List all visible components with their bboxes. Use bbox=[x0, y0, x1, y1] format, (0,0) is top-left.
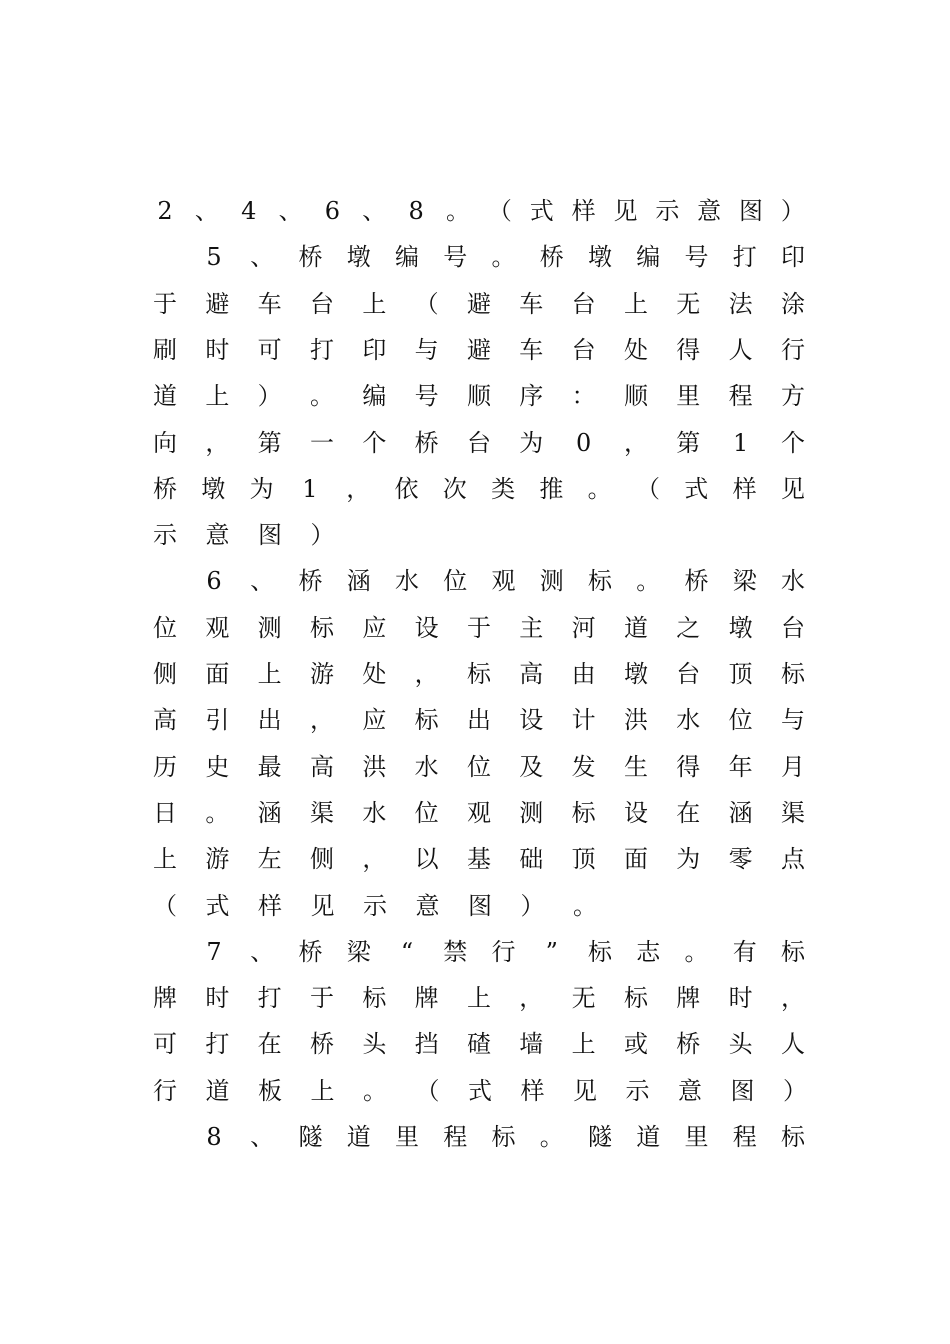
text-line bbox=[202, 558, 805, 604]
text-char: 1 bbox=[732, 428, 749, 457]
text-char: ， bbox=[623, 428, 648, 457]
text-char: 史 bbox=[205, 752, 230, 781]
text-char: 基 bbox=[466, 845, 491, 874]
text-char: 打 bbox=[732, 243, 757, 272]
text-char: 标 bbox=[414, 706, 439, 735]
text-char: 有 bbox=[732, 937, 757, 966]
text-line bbox=[153, 605, 805, 651]
text-char: 于 bbox=[309, 984, 334, 1013]
text-char: 。 bbox=[205, 798, 230, 827]
text-char: ） bbox=[780, 197, 805, 225]
text-char: 式 bbox=[205, 891, 230, 920]
text-char: 计 bbox=[571, 706, 596, 735]
text-char: 序 bbox=[519, 382, 544, 411]
text-char: 桥 bbox=[309, 1030, 334, 1059]
text-char: 桥 bbox=[298, 937, 323, 966]
text-char: 道 bbox=[623, 613, 648, 642]
text-char: 式 bbox=[529, 197, 554, 225]
text-char: 禁 bbox=[443, 937, 468, 966]
text-char: 6 bbox=[324, 197, 341, 225]
text-char: 上 bbox=[571, 1030, 596, 1059]
text-char: 墩 bbox=[201, 474, 226, 503]
text-char: 为 bbox=[519, 428, 544, 457]
text-char: 。 bbox=[636, 567, 661, 596]
text-char: ， bbox=[519, 984, 544, 1013]
text-char: 为 bbox=[676, 845, 701, 874]
text-char: 梁 bbox=[732, 567, 757, 596]
text-char: 道 bbox=[636, 1123, 661, 1151]
text-char: 法 bbox=[728, 289, 753, 318]
text-char: 台 bbox=[571, 335, 596, 364]
text-char: 编 bbox=[395, 243, 419, 272]
text-char: 标 bbox=[362, 984, 387, 1013]
text-char: 。 bbox=[491, 243, 516, 272]
text-char: 主 bbox=[519, 613, 544, 642]
text-char: 号 bbox=[684, 243, 709, 272]
text-char: 人 bbox=[728, 335, 753, 364]
text-char: 水 bbox=[676, 706, 701, 735]
text-char: 发 bbox=[571, 752, 596, 781]
text-char: 打 bbox=[257, 984, 282, 1013]
text-char: 6 bbox=[206, 567, 222, 596]
text-char: 涵 bbox=[728, 798, 753, 827]
text-char: 面 bbox=[623, 845, 648, 874]
text-char: 出 bbox=[466, 706, 491, 735]
text-char: 桥 bbox=[153, 474, 177, 503]
text-char: （ bbox=[635, 474, 660, 503]
text-char: 应 bbox=[362, 613, 387, 642]
text-char: 桥 bbox=[298, 243, 323, 272]
text-char: 墩 bbox=[728, 613, 753, 642]
text-char: 无 bbox=[676, 289, 701, 318]
text-char: 顶 bbox=[571, 845, 596, 874]
text-char: 无 bbox=[571, 984, 596, 1013]
text-char: 8 bbox=[408, 197, 424, 225]
text-line bbox=[153, 975, 805, 1021]
text-char: ： bbox=[571, 382, 596, 411]
text-char: 墙 bbox=[519, 1030, 544, 1059]
text-char: 次 bbox=[442, 474, 467, 503]
text-char: 台 bbox=[309, 289, 334, 318]
text-char: 位 bbox=[153, 613, 177, 642]
text-char: 可 bbox=[257, 335, 282, 364]
text-char: 式 bbox=[684, 474, 709, 503]
text-char: 最 bbox=[257, 752, 282, 781]
text-char: 图 bbox=[730, 1076, 755, 1105]
text-char: 8 bbox=[206, 1123, 222, 1151]
text-char: 顶 bbox=[728, 660, 753, 688]
text-char: 示 bbox=[655, 197, 680, 225]
text-char: 。 bbox=[539, 1123, 564, 1151]
text-char: 观 bbox=[491, 567, 516, 596]
text-char: 墩 bbox=[588, 243, 612, 272]
text-char: 。 bbox=[363, 1076, 387, 1105]
text-char: 生 bbox=[623, 752, 648, 781]
text-char: 桥 bbox=[676, 1030, 701, 1059]
text-char: 方 bbox=[780, 382, 805, 411]
text-char: 涂 bbox=[780, 289, 805, 318]
text-char: 、 bbox=[362, 197, 387, 225]
text-char: 高 bbox=[519, 660, 544, 688]
text-char: 测 bbox=[257, 613, 282, 642]
text-char: 面 bbox=[205, 660, 230, 688]
text-char: 左 bbox=[257, 845, 282, 874]
text-char: 示 bbox=[363, 891, 387, 920]
text-char: 或 bbox=[623, 1030, 648, 1059]
text-char: 编 bbox=[636, 243, 661, 272]
text-char: 一 bbox=[309, 428, 334, 457]
text-char: 及 bbox=[519, 752, 544, 781]
text-char: 观 bbox=[205, 613, 230, 642]
text-char: 打 bbox=[205, 1030, 230, 1059]
text-char: ， bbox=[414, 660, 439, 688]
text-char: 水 bbox=[362, 798, 387, 827]
text-char: 标 bbox=[491, 1123, 516, 1151]
text-char: 样 bbox=[571, 197, 596, 225]
text-char: 2 bbox=[157, 197, 173, 225]
text-char: 为 bbox=[249, 474, 274, 503]
text-char: 第 bbox=[257, 428, 282, 457]
text-char: 示 bbox=[625, 1076, 650, 1105]
text-char: 台 bbox=[466, 428, 491, 457]
text-char: 、 bbox=[250, 937, 275, 966]
text-char: 车 bbox=[519, 289, 544, 318]
text-char: 于 bbox=[153, 289, 177, 318]
text-char: 侧 bbox=[309, 845, 334, 874]
text-char: 。 bbox=[587, 474, 612, 503]
text-char: 顺 bbox=[623, 382, 648, 411]
text-char: 时 bbox=[205, 984, 230, 1013]
text-char: 行 bbox=[153, 1076, 177, 1105]
text-line bbox=[153, 790, 805, 836]
text-line bbox=[153, 466, 805, 512]
text-char: 类 bbox=[491, 474, 516, 503]
text-char: 避 bbox=[466, 289, 491, 318]
text-char: 里 bbox=[676, 382, 701, 411]
text-char: 样 bbox=[732, 474, 757, 503]
text-char: 样 bbox=[258, 891, 282, 920]
text-char: 台 bbox=[571, 289, 596, 318]
text-char: 、 bbox=[250, 567, 275, 596]
text-char: 刷 bbox=[153, 335, 177, 364]
text-char: 台 bbox=[780, 613, 805, 642]
text-char: 牌 bbox=[153, 984, 177, 1013]
text-char: 于 bbox=[466, 613, 491, 642]
text-char: 出 bbox=[257, 706, 282, 735]
text-char: 位 bbox=[414, 798, 439, 827]
text-char: 设 bbox=[519, 706, 544, 735]
text-char: 墩 bbox=[346, 243, 371, 272]
text-char: 处 bbox=[362, 660, 387, 688]
text-char: 。 bbox=[573, 891, 597, 920]
text-char: 个 bbox=[780, 428, 805, 457]
text-char: 桥 bbox=[298, 567, 323, 596]
text-char: 意 bbox=[697, 197, 722, 225]
text-char: 渠 bbox=[780, 798, 805, 827]
text-char: 程 bbox=[732, 1123, 757, 1151]
text-char: 行 bbox=[491, 937, 516, 966]
text-char: 0 bbox=[575, 428, 592, 457]
text-char: 高 bbox=[153, 706, 177, 735]
text-char: 第 bbox=[676, 428, 701, 457]
text-char: 时 bbox=[205, 335, 230, 364]
text-char: 测 bbox=[519, 798, 544, 827]
text-char: 示 bbox=[153, 521, 177, 550]
text-char: 可 bbox=[153, 1030, 177, 1059]
text-char: 程 bbox=[443, 1123, 468, 1151]
text-line bbox=[202, 234, 805, 280]
text-line bbox=[153, 836, 805, 882]
text-char: 里 bbox=[684, 1123, 709, 1151]
text-char: 得 bbox=[676, 335, 701, 364]
text-char: 水 bbox=[781, 567, 805, 596]
text-char: 号 bbox=[414, 382, 439, 411]
text-char: 墩 bbox=[623, 660, 648, 688]
text-char: 标 bbox=[588, 937, 612, 966]
text-char: 标 bbox=[309, 613, 334, 642]
text-char: 印 bbox=[781, 243, 805, 272]
text-char: 涵 bbox=[346, 567, 371, 596]
text-char: 梁 bbox=[346, 937, 371, 966]
text-char: 之 bbox=[676, 613, 701, 642]
text-char: 上 bbox=[466, 984, 491, 1013]
text-char: 得 bbox=[676, 752, 701, 781]
text-char: 标 bbox=[571, 798, 596, 827]
text-char: 日 bbox=[153, 798, 177, 827]
text-char: 洪 bbox=[623, 706, 648, 735]
text-line bbox=[153, 281, 805, 327]
text-char: 标 bbox=[780, 660, 805, 688]
text-char: ） bbox=[310, 521, 335, 550]
text-char: 牌 bbox=[414, 984, 439, 1013]
text-char: 水 bbox=[414, 752, 439, 781]
text-char: 志 bbox=[636, 937, 661, 966]
text-line bbox=[153, 651, 805, 697]
text-char: 图 bbox=[739, 197, 764, 225]
text-char: 。 bbox=[309, 382, 334, 411]
text-line bbox=[153, 373, 805, 419]
text-char: 月 bbox=[780, 752, 805, 781]
text-char: ） bbox=[257, 382, 282, 411]
text-char: 打 bbox=[309, 335, 334, 364]
text-line bbox=[153, 327, 805, 373]
text-char: 在 bbox=[257, 1030, 282, 1059]
text-char: 上 bbox=[205, 382, 230, 411]
text-char: 高 bbox=[309, 752, 334, 781]
text-char: 见 bbox=[310, 891, 335, 920]
text-char: 测 bbox=[539, 567, 564, 596]
text-char: 位 bbox=[443, 567, 468, 596]
text-char: 以 bbox=[414, 845, 439, 874]
text-char: 游 bbox=[309, 660, 334, 688]
text-char: 设 bbox=[623, 798, 648, 827]
text-line bbox=[153, 1068, 805, 1114]
text-char: 、 bbox=[250, 243, 275, 272]
text-char: 道 bbox=[153, 382, 177, 411]
text-char: 标 bbox=[781, 1123, 805, 1151]
text-char: 头 bbox=[728, 1030, 753, 1059]
text-char: 时 bbox=[728, 984, 753, 1013]
text-char: ， bbox=[346, 474, 371, 503]
text-char: （ bbox=[414, 289, 439, 318]
text-char: 处 bbox=[623, 335, 648, 364]
text-char: 上 bbox=[257, 660, 282, 688]
text-char: 见 bbox=[613, 197, 638, 225]
text-char: 标 bbox=[623, 984, 648, 1013]
text-char: 行 bbox=[780, 335, 805, 364]
text-char: ， bbox=[205, 428, 230, 457]
text-char: 桥 bbox=[414, 428, 439, 457]
text-char: 观 bbox=[466, 798, 491, 827]
text-char: 侧 bbox=[153, 660, 177, 688]
text-char: 里 bbox=[395, 1123, 419, 1151]
text-char: 桥 bbox=[684, 567, 709, 596]
text-char: 道 bbox=[205, 1076, 230, 1105]
text-char: 意 bbox=[415, 891, 440, 920]
text-char: 历 bbox=[153, 752, 177, 781]
text-char: 5 bbox=[206, 243, 222, 272]
text-char: ） bbox=[783, 1076, 807, 1105]
text-line bbox=[153, 744, 805, 790]
text-char: 。 bbox=[446, 197, 471, 225]
text-char: 水 bbox=[395, 567, 419, 596]
text-char: 标 bbox=[466, 660, 491, 688]
text-char: 车 bbox=[519, 335, 544, 364]
text-char: 与 bbox=[780, 706, 805, 735]
text-char: 、 bbox=[250, 1123, 275, 1151]
text-char: 推 bbox=[539, 474, 564, 503]
text-char: 印 bbox=[362, 335, 387, 364]
text-char: 涵 bbox=[257, 798, 282, 827]
text-char: 样 bbox=[520, 1076, 545, 1105]
text-char: 板 bbox=[258, 1076, 282, 1105]
text-char: 上 bbox=[362, 289, 387, 318]
text-line bbox=[153, 420, 805, 466]
text-char: 上 bbox=[623, 289, 648, 318]
text-char: （ bbox=[153, 891, 177, 920]
text-char: ， bbox=[780, 984, 805, 1013]
text-char: ” bbox=[545, 937, 558, 966]
text-char: 人 bbox=[780, 1030, 805, 1059]
text-char: 位 bbox=[466, 752, 491, 781]
text-char: 零 bbox=[728, 845, 753, 874]
text-char: 见 bbox=[780, 474, 805, 503]
text-char: 标 bbox=[781, 937, 805, 966]
text-char: 头 bbox=[362, 1030, 387, 1059]
text-char: 挡 bbox=[414, 1030, 439, 1059]
text-char: 。 bbox=[684, 937, 709, 966]
text-char: 引 bbox=[205, 706, 230, 735]
text-char: 河 bbox=[571, 613, 596, 642]
text-char: 、 bbox=[194, 197, 219, 225]
text-char: ， bbox=[362, 845, 387, 874]
text-char: （ bbox=[487, 197, 512, 225]
text-char: 牌 bbox=[676, 984, 701, 1013]
text-char: 图 bbox=[468, 891, 492, 920]
text-char: ， bbox=[309, 706, 334, 735]
text-char: 碴 bbox=[466, 1030, 491, 1059]
text-line bbox=[202, 929, 805, 975]
text-char: 洪 bbox=[362, 752, 387, 781]
text-char: 点 bbox=[780, 845, 805, 874]
text-char: 台 bbox=[676, 660, 701, 688]
text-char: 意 bbox=[205, 521, 230, 550]
text-line bbox=[153, 883, 805, 929]
text-char: “ bbox=[400, 937, 414, 966]
text-char: 式 bbox=[468, 1076, 492, 1105]
text-char: 隧 bbox=[298, 1123, 323, 1151]
text-char: 年 bbox=[728, 752, 753, 781]
text-char: 渠 bbox=[309, 798, 334, 827]
text-line bbox=[153, 1021, 805, 1067]
text-char: ） bbox=[520, 891, 545, 920]
text-char: 1 bbox=[302, 474, 318, 503]
text-char: 意 bbox=[678, 1076, 702, 1105]
text-char: 上 bbox=[310, 1076, 335, 1105]
text-char: 游 bbox=[205, 845, 230, 874]
text-line bbox=[153, 697, 805, 743]
text-char: 由 bbox=[571, 660, 596, 688]
text-char: 位 bbox=[728, 706, 753, 735]
text-char: 避 bbox=[205, 289, 230, 318]
text-char: 程 bbox=[728, 382, 753, 411]
text-char: 顺 bbox=[466, 382, 491, 411]
text-char: 避 bbox=[466, 335, 491, 364]
text-char: 隧 bbox=[588, 1123, 612, 1151]
text-char: 图 bbox=[258, 521, 282, 550]
text-char: 7 bbox=[206, 937, 222, 966]
text-char: 向 bbox=[153, 428, 177, 457]
text-char: 标 bbox=[588, 567, 612, 596]
text-char: 在 bbox=[676, 798, 701, 827]
text-char: 与 bbox=[414, 335, 439, 364]
text-char: 桥 bbox=[539, 243, 564, 272]
text-char: 设 bbox=[414, 613, 439, 642]
text-line bbox=[202, 1114, 805, 1160]
text-char: 车 bbox=[257, 289, 282, 318]
text-char: 依 bbox=[394, 474, 419, 503]
text-char: 应 bbox=[362, 706, 387, 735]
text-char: 编 bbox=[362, 382, 387, 411]
text-char: 上 bbox=[153, 845, 177, 874]
text-line bbox=[153, 188, 805, 234]
text-char: 4 bbox=[241, 197, 257, 225]
text-char: （ bbox=[415, 1076, 440, 1105]
text-char: 础 bbox=[519, 845, 544, 874]
text-line bbox=[153, 512, 805, 558]
text-char: 个 bbox=[362, 428, 387, 457]
text-char: 道 bbox=[346, 1123, 371, 1151]
text-char: 见 bbox=[573, 1076, 597, 1105]
text-char: 、 bbox=[278, 197, 303, 225]
text-char: 号 bbox=[443, 243, 468, 272]
